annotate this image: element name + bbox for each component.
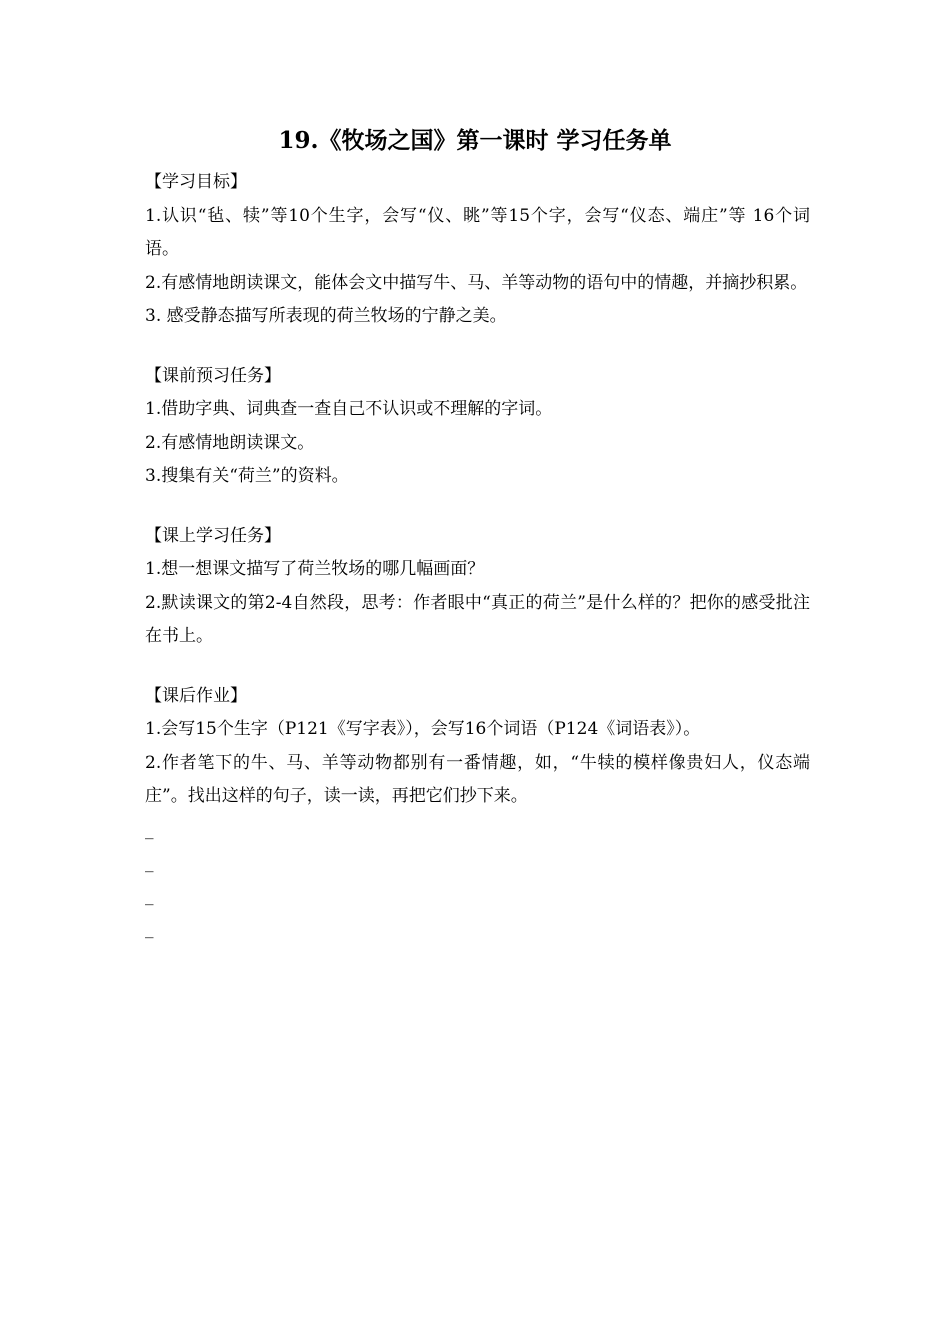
section-heading: 【学习目标】	[145, 172, 247, 192]
homework-item: 2.作者笔下的牛、马、羊等动物都别有一番情趣，如，“牛犊的模样像贵妇人，仪态端庄”。找出这样的句子，读一读，再把它们抄下来。	[145, 752, 810, 806]
section-heading: 【课上学习任务】	[145, 525, 281, 546]
answer-line: _	[145, 918, 154, 939]
answer-lines	[145, 814, 810, 946]
section-heading: 【课后作业】	[145, 685, 247, 706]
goal-item: 3. 感受静态描写所表现的荷兰牧场的宁静之美。	[145, 306, 507, 326]
section-class-tasks	[145, 520, 810, 654]
class-task-item: 2.默读课文的第2-4自然段，思考：作者眼中“真正的荷兰”是什么样的？把你的感受批注在书上。	[145, 592, 810, 646]
answer-line: _	[145, 852, 154, 873]
section-spacer	[145, 334, 810, 360]
document-title: 19.《牧场之国》第一课时 学习任务单	[278, 127, 672, 154]
preview-task-item: 2.有感情地朗读课文。	[145, 432, 315, 453]
answer-line: _	[145, 885, 154, 906]
section-heading: 【课前预习任务】	[145, 365, 281, 386]
answer-line: _	[145, 819, 154, 840]
section-preview-tasks	[145, 360, 810, 494]
preview-task-item: 3.搜集有关“荷兰”的资料。	[145, 466, 349, 486]
section-learning-goals	[145, 166, 810, 334]
section-homework	[145, 680, 810, 814]
document-body	[145, 166, 810, 946]
section-spacer	[145, 494, 810, 520]
goal-item: 1.认识“毡、犊”等10个生字，会写“仪、眺”等15个字，会写“仪态、端庄”等 16个词语。	[145, 205, 810, 259]
preview-task-item: 1.借助字典、词典查一查自己不认识或不理解的字词。	[145, 399, 553, 419]
class-task-item: 1.想一想课文描写了荷兰牧场的哪几幅画面？	[145, 559, 485, 579]
homework-item: 1.会写15个生字（P121《写字表》），会写16个词语（P124《词语表》）。	[145, 719, 701, 739]
section-spacer	[145, 654, 810, 680]
goal-item: 2.有感情地朗读课文，能体会文中描写牛、马、羊等动物的语句中的情趣，并摘抄积累。	[145, 272, 808, 293]
